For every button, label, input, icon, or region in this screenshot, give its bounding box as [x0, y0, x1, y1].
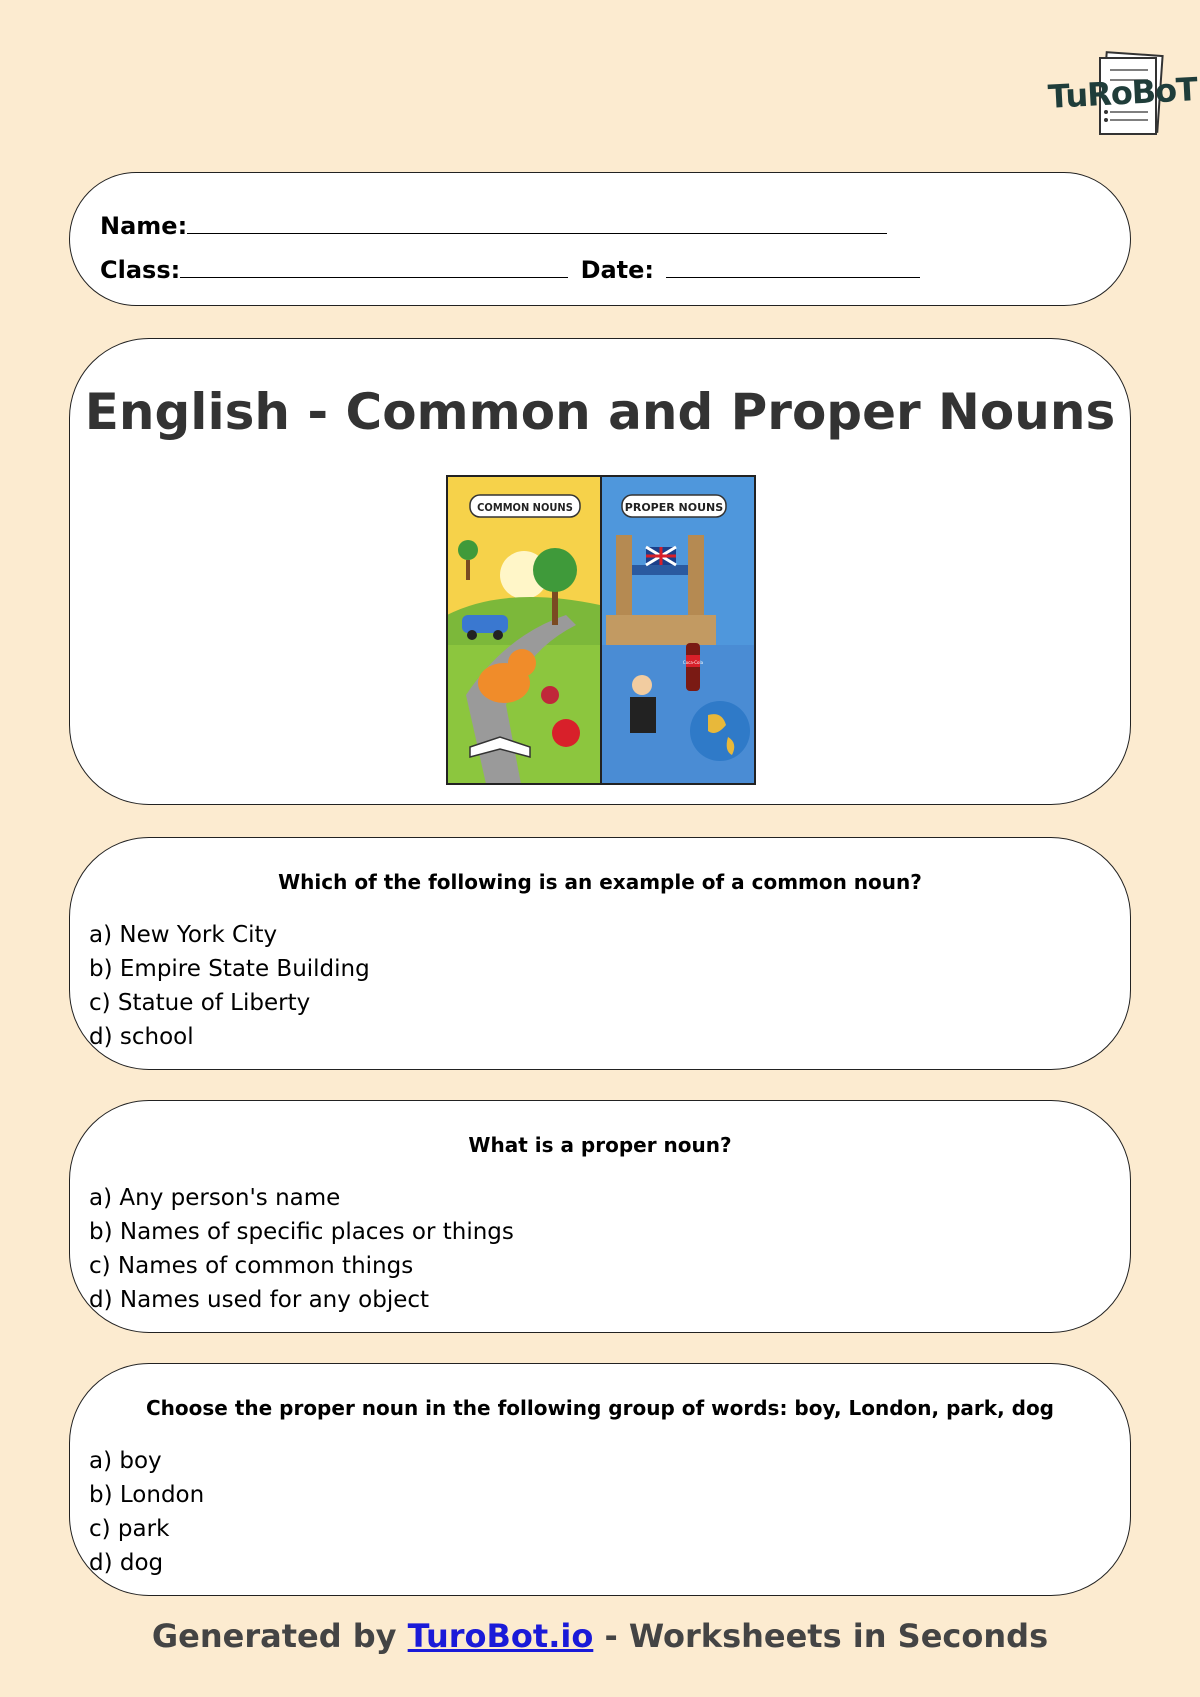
- date-field[interactable]: [666, 255, 920, 278]
- logo-text: TuRoBoT: [1047, 70, 1198, 116]
- question-card-1: [69, 837, 1131, 1070]
- question-text: What is a proper noun?: [468, 1133, 732, 1157]
- question-text: Choose the proper noun in the following group of words: boy, London, park, dog: [145, 1396, 1055, 1420]
- proper-nouns-label: PROPER NOUNS: [624, 501, 724, 514]
- option-a[interactable]: a) boy: [89, 1448, 162, 1474]
- name-row: [100, 211, 887, 240]
- title-card: [69, 338, 1131, 805]
- option-c[interactable]: c) Statue of Liberty: [89, 990, 311, 1016]
- footer: [0, 1617, 1200, 1655]
- option-d[interactable]: d) Names used for any object: [89, 1287, 430, 1313]
- option-d[interactable]: d) school: [89, 1024, 194, 1050]
- options-list: [89, 1444, 204, 1580]
- option-a[interactable]: a) Any person's name: [89, 1185, 341, 1211]
- nouns-illustration: [446, 475, 756, 785]
- class-label: Class:: [100, 256, 181, 284]
- footer-prefix: Generated by: [151, 1617, 408, 1655]
- options-list: [89, 1181, 514, 1317]
- class-date-row: [100, 255, 920, 284]
- option-c[interactable]: c) park: [89, 1516, 170, 1542]
- option-b[interactable]: b) Empire State Building: [89, 956, 370, 982]
- common-nouns-label: COMMON NOUNS: [477, 501, 573, 514]
- student-info-card: [69, 172, 1131, 306]
- options-list: [89, 918, 370, 1054]
- date-label: Date:: [580, 256, 655, 284]
- question-card-3: [69, 1363, 1131, 1596]
- worksheet-title: English - Common and Proper Nouns: [84, 383, 1116, 441]
- name-label: Name:: [100, 212, 188, 240]
- question-card-2: [69, 1100, 1131, 1333]
- option-b[interactable]: b) Names of specific places or things: [89, 1219, 514, 1245]
- option-b[interactable]: b) London: [89, 1482, 205, 1508]
- option-c[interactable]: c) Names of common things: [89, 1253, 414, 1279]
- name-field[interactable]: [187, 211, 887, 234]
- question-text: Which of the following is an example of a common noun?: [278, 870, 922, 894]
- turobot-logo: [1044, 50, 1198, 138]
- option-a[interactable]: a) New York City: [89, 922, 278, 948]
- class-field[interactable]: [180, 255, 568, 278]
- option-d[interactable]: d) dog: [89, 1550, 164, 1576]
- turobot-link[interactable]: TuroBot.io: [407, 1617, 594, 1655]
- footer-suffix: - Worksheets in Seconds: [593, 1617, 1049, 1655]
- bottle-label: Coca-Cola: [682, 660, 704, 665]
